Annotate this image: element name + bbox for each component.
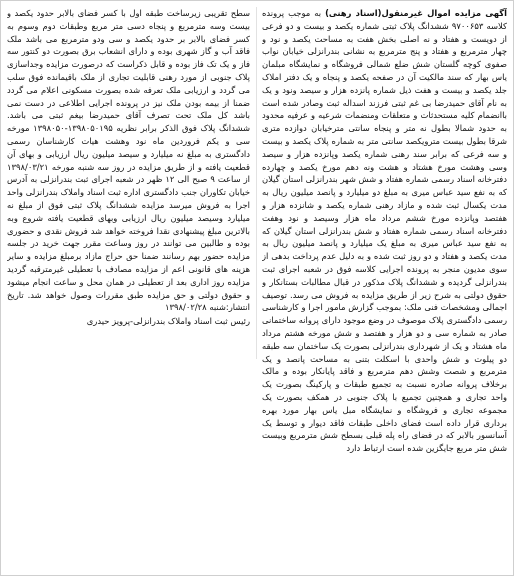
publication-date: تاریخ انتشار:شنبه ۱۳۹۸/۰۲/۲۸: [7, 289, 250, 313]
notice-body-left: سطح تقریبی زیرساخت طبقه اول با کسر فضای بالابر حدود یکصد و بیست وسه مترمربع و پنجاه دسی متر مربع وطبقات دوم وسوم به کسر فضای بالابر بر حدود یکصد و سی ودو مترمربع می باشد ملک فاقد آب و گاز شهری بوده و دارای انشعاب برق بصورت دو کنتور سه فاز و یک تک فاز بوده و قابل ذکراست که درصورت مزایده وجداسازی پلاک جنوبی از مورد رهنی قابلیت تجاری از ملک باقیمانده فوق سلب می گردد و ارزیابی ملک تعرفه شده بصورت مسکونی اعلام می گردد ضمنا از بیمه بودن ملک نیز در پرونده اجرایی اطلاعی در دست نمی باشد کل ملک تحت تصرف آقای حمیدرضا بیغم ثبتی می باشد. ششدانگ پلاک فوق الذکر برابر نظریه ۱۳۹۸۰۵۰۱۹۵-۱۳۹۸۰۵۰ مورخه سی و یکم فروردین ماه نود وهشت هیات کارشناسان رسمی دادگستری به مبلغ نه میلیارد و سیصد میلیون ریال ارزیابی و بهای آن قطعیت یافته و از طریق مزایده در روز سه شنبه مورخه ۱۳۹۸/۰۳/۲۱ از ساعت ۹ صبح الی ۱۲ ظهر در شعبه اجرای ثبت بندرانزلی به آدرس خیابان تکاوران جنب دادگستری اداره ثبت اسناد واملاک بندرانزلی واحد اجرا به فروش میرسد مزایده ششدانگ پلاک ثبتی فوق از مبلغ نه میلیارد وسیصد میلیون ریال ارزیابی وبهای قطعیت یافته شروع وبه بالاترین مبلغ پیشنهادی نقدا فروخته خواهد شد فروش نقدی و حضوری بوده و طالبین می توانند در روز وساعت مقرر جهت خرید در جلسه مزایده حضور بهم رسانند ضمنا حق حراج مازاد برمبلغ مزایده و سایر هزینه های قانونی اعم از مزایده مصادف با تعطیلی غیرمترقبه گردید مزایده روز اداری بعد از تعطیلی در همان محل و ساعت انجام میشود و حقوق دولتی و حق مزایده طبق مقررات وصول خواهد شد.: [7, 8, 250, 300]
signature-line: رئیس ثبت اسناد واملاک بندرانزلی-پرویز حیدری: [86, 316, 250, 327]
notice-column-left: [7, 7, 250, 357]
column-divider: [256, 7, 257, 359]
notice-body-right: به موجب پرونده کلاسه ۹۷۰۰۶۵۳ ششدانگ پلاک ثبتی شماره یکصد و بیست و دو فرعی از دویست و هفتاد و نه اصلی بخش هفت به مساحت یکصد و نود و چهار مترمربع و هفتاد و پنج مترمربع به نشانی بندرانزلی خیابان نواب صفوی کوچه گلستان شش ضلع شمالی فروشگاه و نمایشگاه مبلمان یاس بهار که سند مالکیت آن در صفحه یکصد و پنجاه و یک دفتر املاک جلد یکصد و بیست و هفت ذیل شماره پانزده هزار و سیصد ونود و یک به نام آقای حمیدرضا بی غم ثبتی فرزند اسداله ثبت وصادر شده است باانضمام کلیه مستحدثات و متعلقات ومنضمات شرعیه و عرفیه محدود به حدود شمالا بطول نه متر و پنجاه سانتی مترخیابان دوازده متری شرقا بطول بیست مترویکصد سانتی متر به شماره پلاک یکصد و بیست و سه فرعی که برابر سند رهنی شماره یکصد وپانزده هزار و سیصد وسی وهشت مورخ هشتاد و هشت ونه دهم مورخ یکصد و چهارده دفترخانه اسناد رسمی شماره هفتاد و شش شهر بندرانزلی استان گیلان که به نفع سید عباس میری به مبلغ دو میلیارد و پانصد میلیون ریال به مدت یکسال ثبت شده و مازاد رهنی شماره یکصد و شانزده هزار و هفتصد وپانزده مورخ ششم مرداد ماه هزار وسیصد و نود وهفت دفترخانه اسناد رسمی شماره هفتاد و شش بندرانزلی استان گیلان که به نفع سید عباس میری به مبلغ یک میلیارد و پانصد میلیون ریال به مدت یکصد و هفتاد و دو روز ثبت شده و به دلیل عدم پرداخت بدهی از سوی مدیون منجر به پرونده اجرایی کلاسه فوق در شعبه اجرای ثبت بندرانزلی گردیده و ششدانگ پلاک مذکور در قبال مطالبات بستانکار و حقوق دولتی به شرح زیر از طریق مزایده به فروش می رسد. توصیف اجمالی ومشخصات فنی ملک: بموجب گزارش مامور اجرا و کارشناسی رسمی دادگستری پلاک موصوف در وضع موجود دارای پروانه ساختمانی صادر به شماره سی و دو هزار و هفتصد و شش مورخه هشتم مرداد ماه هشتاد و یک از شهرداری بندرانزلی بصورت یک ساختمان سه طبقه دو پیلوت و شش واحدی با اسکلت بتنی به مساحت پانصد و یک مترمربع و شصت وشش دهم مترمربع و فاقد پایانکار بوده و مالک برخلاف پروانه صادره نسبت به تجمیع طبقات و پارکینگ بصورت یک واحد تجاری و همچنین تجمیع با پلاک جنوبی در همکف بصورت یک مجموعه تجاری و فروشگاه و نمایشگاه مبل یاس بهار مورد بهره برداری قرار داده است فضای داخلی طبقات فاقد دیوار و توسط یک آسانسور بالابر که در فضای راه پله قبلی بسطح شش مترمربع وبیست شش متر مربع جایگزین شده است ارتباط دارد: [262, 8, 507, 454]
notice-column-right: [262, 7, 507, 573]
notice-title: آگهی مزایده اموال غیرمنقول(اسناد رهنی): [325, 8, 507, 18]
